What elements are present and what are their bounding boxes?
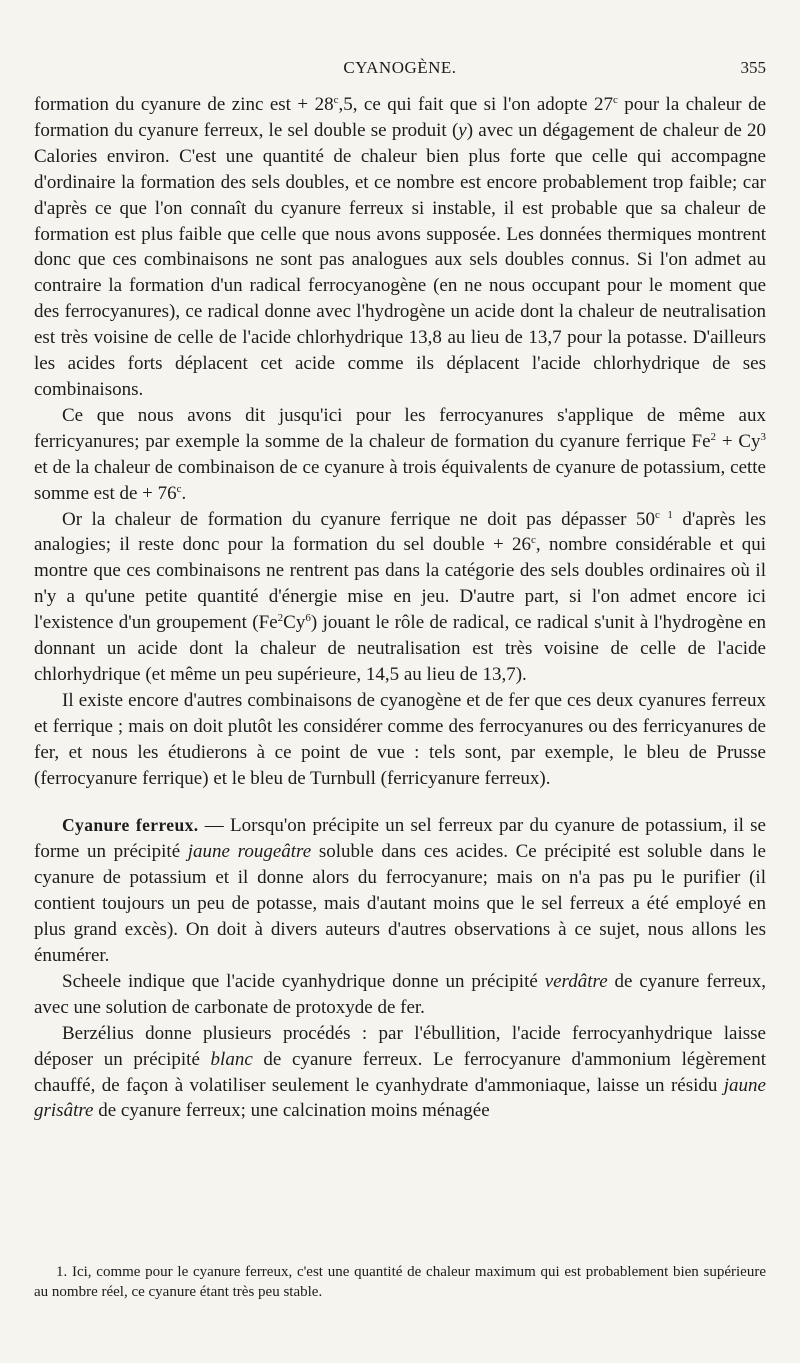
paragraph-2: Ce que nous avons dit jusqu'ici pour les ferrocyanures s'applique de même aux ferricyanures; par exemple la somme de la chaleur de formation du cyanure ferrique $Fe^2 + Cy^3$ et de la chaleur de combinaison de ce cyanure à trois équivalents de cyanure de potassium, cette somme est de + $76^c$. (34, 404, 766, 504)
main-text (34, 92, 766, 1124)
paragraph-4: Il existe encore d'autres combinaisons de cyanogène et de fer que ces deux cyanures ferreux et ferrique ; mais on doit plutôt les considérer comme des ferrocyanures ou des ferricyanures de fer, et nous les étudierons à ce point de vue : tels sont, par exemple, le bleu de Prusse (ferrocyanure ferrique) et le bleu de Turnbull (ferricyanure ferreux). (34, 689, 766, 789)
section-heading: Cyanure ferreux. (62, 815, 199, 836)
paragraph-6: Scheele indique que l'acide cyanhydrique donne un précipité verdâtre de cyanure ferreux, avec une solution de carbonate de protoxyde de fer. (34, 970, 766, 1018)
paragraph-1: formation du cyanure de zinc est + $28^c,5$, ce qui fait que si l'on adopte 27$^c$ pour la chaleur de formation du cyanure ferreux, le sel double se produit (y) avec un dégagement de chaleur de 20 Calories environ. C'est une quantité de chaleur bien plus forte que celle qui accompagne d'ordinaire la formation des sels doubles, et ce nombre est encore probablement trop faible; car d'après ce que l'on connaît du cyanure ferreux si instable, il est probable que sa chaleur de formation est plus faible que celle que nous avons supposée. Les données thermiques montrent donc que ces combinaisons ne sont pas analogues aux sels doubles connus. Si l'on admet au contraire la formation d'un radical ferrocyanogène (en ne nous occupant pour le moment que des ferrocyanures), ce radical donne avec l'hydrogène un acide dont la chaleur de neutralisation est très voisine de celle de l'acide chlorhydrique 13,8 au lieu de 13,7 pour la potasse. D'ailleurs les acides forts déplacent cet acide comme ils déplacent l'acide chlorhydrique de ses combinaisons. (34, 94, 767, 400)
paragraph-5: Cyanure ferreux. — Lorsqu'on précipite un sel ferreux par du cyanure de potassium, il se forme un précipité jaune rougeâtre soluble dans ces acides. Ce précipité est soluble dans le cyanure de potassium et il donne alors du ferrocyanure; mais on n'a pas pu le purifier (il contient toujours un peu de potasse, mais d'autant moins que le sel ferreux a été employé en plus grand excès). On doit à divers auteurs d'autres observations à ce sujet, nous allons les énumérer. (34, 815, 766, 966)
footnote (34, 1262, 766, 1302)
footnote-marker: 1. (56, 1264, 68, 1280)
paragraph-7: Berzélius donne plusieurs procédés : par l'ébullition, l'acide ferrocyanhydrique laisse déposer un précipité blanc de cyanure ferreux. Le ferrocyanure d'ammonium légèrement chauffé, de façon à volatiliser seulement le cyanhydrate d'ammoniaque, laisse un résidu jaune grisâtre de cyanure ferreux; une calcination moins ménagée (34, 1022, 766, 1122)
running-title: CYANOGÈNE. (343, 58, 457, 77)
page-number: 355 (740, 58, 766, 77)
footnote-text: Ici, comme pour le cyanure ferreux, c'est une quantité de chaleur maximum qui est probablement bien supérieure au nombre réel, ce cyanure étant très peu stable. (34, 1264, 766, 1300)
paragraph-3: Or la chaleur de formation du cyanure ferrique ne doit pas dépasser $50^{c 1}$ d'après les analogies; il reste donc pour la formation du sel double + $26^c$, nombre considérable et qui montre que ces combinaisons ne rentrent pas dans la catégorie des sels doubles ordinaires où il n'y a qu'une petite quantité d'énergie mise en jeu. D'autre part, si l'on admet encore ici l'existence d'un groupement (Fe$^2$Cy$^6$) jouant le rôle de radical, ce radical s'unit à l'hydrogène en donnant un acide dont la chaleur de neutralisation est très voisine de celle de l'acide chlorhydrique (et même un peu supérieure, 14,5 au lieu de 13,7). (34, 508, 767, 685)
running-header (34, 58, 766, 86)
